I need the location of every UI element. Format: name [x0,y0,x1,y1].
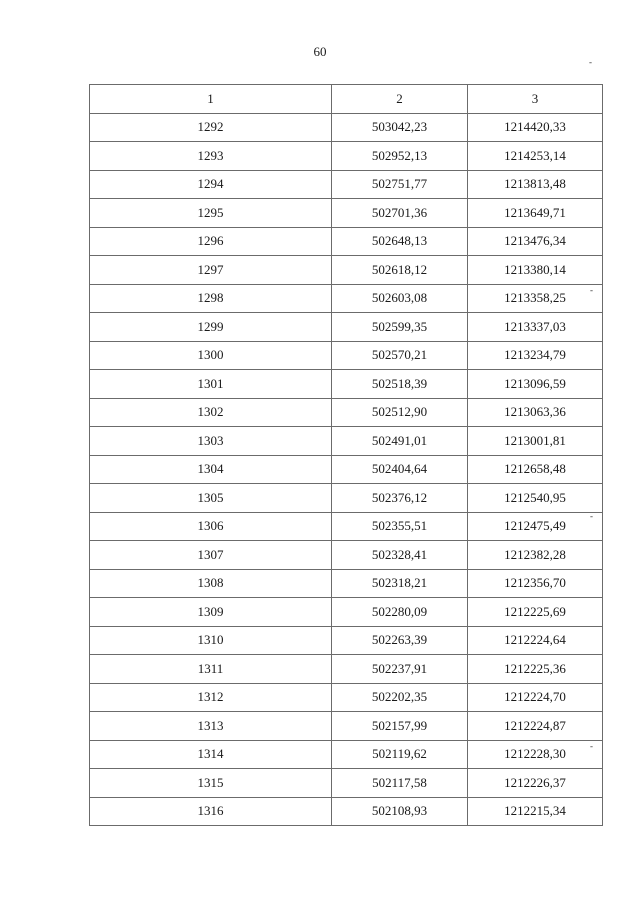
y-coordinate-cell: 1213476,34 [468,227,603,256]
point-number-cell: 1299 [90,313,332,342]
y-coordinate-cell: 1213063,36 [468,398,603,427]
table-header-row [90,85,603,114]
table-row [90,313,603,342]
table-row [90,142,603,171]
y-coordinate-cell: 1213234,79 [468,341,603,370]
y-coordinate-cell: 1212475,49 [468,512,603,541]
table-row [90,712,603,741]
table-row [90,512,603,541]
x-coordinate-cell: 502328,41 [332,541,468,570]
y-coordinate-cell: 1214420,33 [468,113,603,142]
y-coordinate-cell: 1212224,70 [468,683,603,712]
x-coordinate-cell: 502117,58 [332,769,468,798]
x-coordinate-cell: 502280,09 [332,598,468,627]
x-coordinate-cell: 502648,13 [332,227,468,256]
table-row [90,398,603,427]
table-row [90,484,603,513]
y-coordinate-cell: 1212225,69 [468,598,603,627]
table-row [90,256,603,285]
y-coordinate-cell: 1212226,37 [468,769,603,798]
x-coordinate-cell: 502618,12 [332,256,468,285]
y-coordinate-cell: 1213380,14 [468,256,603,285]
point-number-cell: 1316 [90,797,332,826]
x-coordinate-cell: 502263,39 [332,626,468,655]
y-coordinate-cell: 1212658,48 [468,455,603,484]
point-number-cell: 1305 [90,484,332,513]
column-header-point: 1 [90,85,332,114]
y-coordinate-cell: 1212215,34 [468,797,603,826]
point-number-cell: 1294 [90,170,332,199]
x-coordinate-cell: 502202,35 [332,683,468,712]
y-coordinate-cell: 1212382,28 [468,541,603,570]
point-number-cell: 1293 [90,142,332,171]
point-number-cell: 1309 [90,598,332,627]
table-row [90,455,603,484]
point-number-cell: 1312 [90,683,332,712]
x-coordinate-cell: 503042,23 [332,113,468,142]
point-number-cell: 1296 [90,227,332,256]
x-coordinate-cell: 502512,90 [332,398,468,427]
table-row [90,655,603,684]
table-row [90,427,603,456]
point-number-cell: 1300 [90,341,332,370]
table-row [90,541,603,570]
y-coordinate-cell: 1212224,87 [468,712,603,741]
x-coordinate-cell: 502318,21 [332,569,468,598]
table-row [90,797,603,826]
point-number-cell: 1292 [90,113,332,142]
point-number-cell: 1315 [90,769,332,798]
point-number-cell: 1307 [90,541,332,570]
point-number-cell: 1310 [90,626,332,655]
y-coordinate-cell: 1212228,30 [468,740,603,769]
scan-mark: - [590,511,593,521]
y-coordinate-cell: 1213649,71 [468,199,603,228]
x-coordinate-cell: 502376,12 [332,484,468,513]
x-coordinate-cell: 502599,35 [332,313,468,342]
x-coordinate-cell: 502157,99 [332,712,468,741]
y-coordinate-cell: 1213358,25 [468,284,603,313]
point-number-cell: 1301 [90,370,332,399]
y-coordinate-cell: 1212225,36 [468,655,603,684]
x-coordinate-cell: 502751,77 [332,170,468,199]
y-coordinate-cell: 1213001,81 [468,427,603,456]
table-row [90,598,603,627]
point-number-cell: 1302 [90,398,332,427]
y-coordinate-cell: 1213337,03 [468,313,603,342]
x-coordinate-cell: 502603,08 [332,284,468,313]
table-row [90,370,603,399]
table-row [90,227,603,256]
point-number-cell: 1297 [90,256,332,285]
point-number-cell: 1313 [90,712,332,741]
table-row [90,284,603,313]
x-coordinate-cell: 502237,91 [332,655,468,684]
table-row [90,199,603,228]
x-coordinate-cell: 502952,13 [332,142,468,171]
table-row [90,740,603,769]
table-row [90,769,603,798]
table-row [90,341,603,370]
y-coordinate-cell: 1212540,95 [468,484,603,513]
y-coordinate-cell: 1212224,64 [468,626,603,655]
y-coordinate-cell: 1214253,14 [468,142,603,171]
column-header-y: 3 [468,85,603,114]
column-header-x: 2 [332,85,468,114]
scan-mark: - [590,285,593,295]
table-row [90,683,603,712]
y-coordinate-cell: 1213813,48 [468,170,603,199]
y-coordinate-cell: 1212356,70 [468,569,603,598]
coordinates-table [89,84,603,826]
x-coordinate-cell: 502518,39 [332,370,468,399]
x-coordinate-cell: 502108,93 [332,797,468,826]
x-coordinate-cell: 502119,62 [332,740,468,769]
point-number-cell: 1314 [90,740,332,769]
point-number-cell: 1308 [90,569,332,598]
table-row [90,626,603,655]
x-coordinate-cell: 502355,51 [332,512,468,541]
table-row [90,113,603,142]
x-coordinate-cell: 502701,36 [332,199,468,228]
scan-mark: - [590,741,593,751]
x-coordinate-cell: 502404,64 [332,455,468,484]
x-coordinate-cell: 502570,21 [332,341,468,370]
point-number-cell: 1303 [90,427,332,456]
point-number-cell: 1298 [90,284,332,313]
point-number-cell: 1306 [90,512,332,541]
x-coordinate-cell: 502491,01 [332,427,468,456]
table-row [90,170,603,199]
point-number-cell: 1311 [90,655,332,684]
point-number-cell: 1295 [90,199,332,228]
table-row [90,569,603,598]
page-number: 60 [313,44,327,59]
y-coordinate-cell: 1213096,59 [468,370,603,399]
point-number-cell: 1304 [90,455,332,484]
scan-mark: - [589,57,592,67]
